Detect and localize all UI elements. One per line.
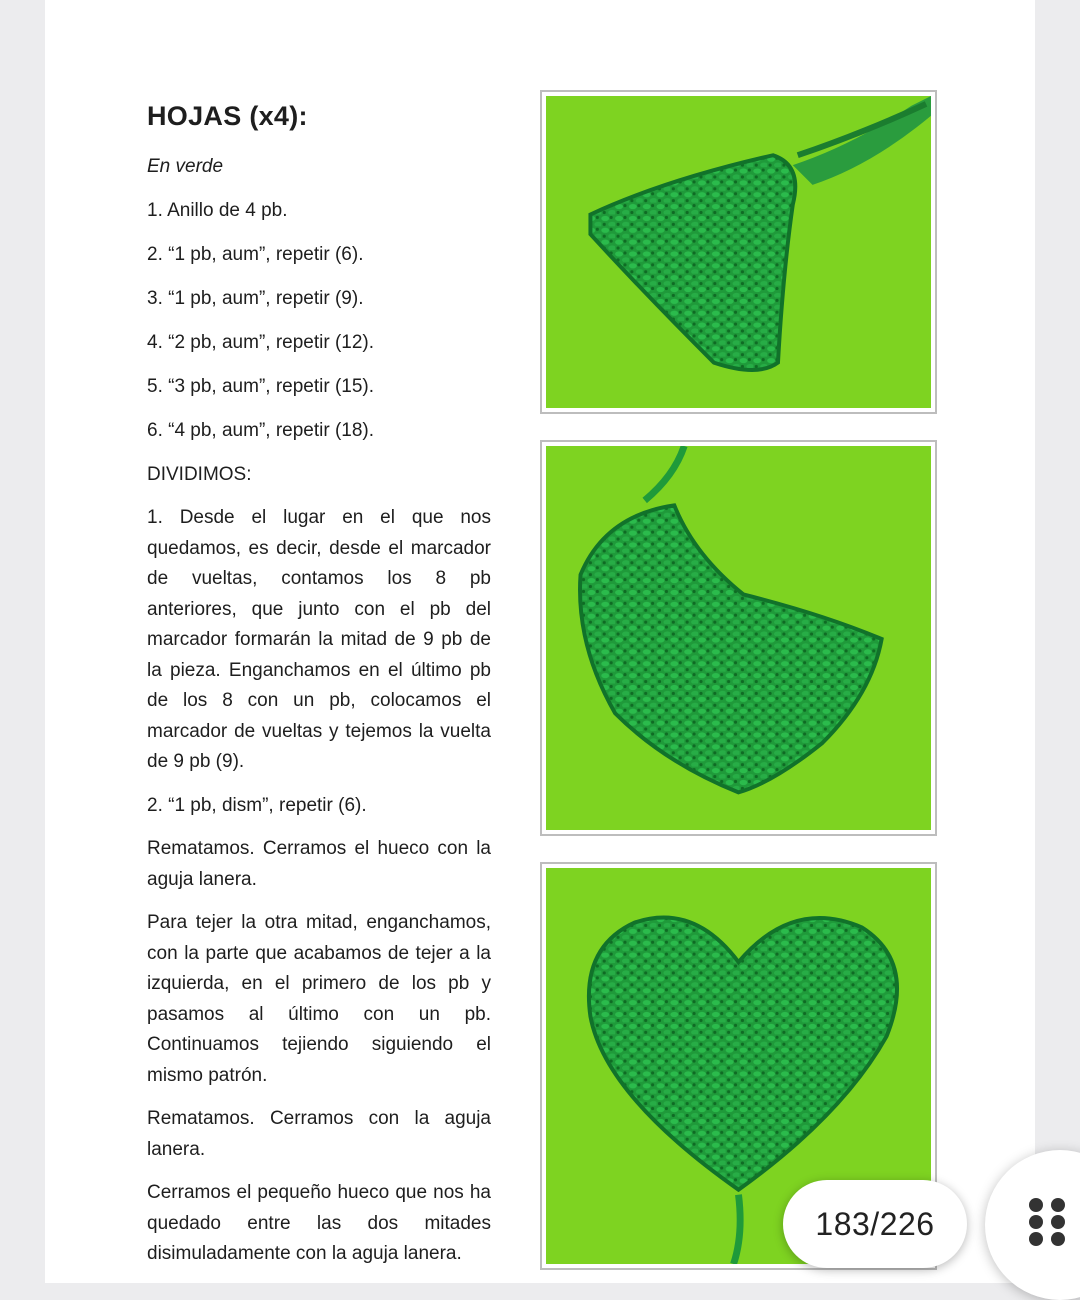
photo-leaf-half-triangle [546,96,931,408]
paragraph-4: Cerramos el pequeño hueco que nos ha quedado entre las dos mitades disimuladamente con la aguja lanera. [147,1182,491,1264]
photo-leaf-step-2 [540,440,937,836]
paragraph-1: Rematamos. Cerramos el hueco con la aguja lanera. [147,838,491,890]
step-4: 4. “2 pb, aum”, repetir (12). [147,331,375,353]
text-column [147,98,491,1283]
photo-leaf-half-rotated [546,446,931,830]
divide-step-1: 1. Desde el lugar en el que nos quedamos, es decir, desde el marcador de vueltas, contamos los 8 pb anteriores, que junto con el pb del marcador formarán la mitad de 9 pb de la pieza. Enganchamos en el último pb de los 8 con un pb, colocamos el marcador de vueltas y tejemos la vuelta de 9 pb (9). [147,507,491,772]
page-indicator: 183/226 [783,1180,967,1268]
photo-leaf-step-1 [540,90,937,414]
step-6: 6. “4 pb, aum”, repetir (18). [147,419,375,441]
crochet-triangle-image [546,96,931,408]
step-1: 1. Anillo de 4 pb. [147,199,288,221]
document-page [45,0,1035,1283]
more-dots-icon [1029,1198,1067,1246]
step-5: 5. “3 pb, aum”, repetir (15). [147,375,375,397]
subtitle: En verde [147,156,224,177]
section-heading: DIVIDIMOS: [147,463,252,485]
crochet-half-image [546,446,931,830]
page-title: HOJAS (x4): [147,101,308,131]
divide-step-2: 2. “1 pb, dism”, repetir (6). [147,794,367,816]
paragraph-3: Rematamos. Cerramos con la aguja lanera. [147,1108,491,1160]
step-2: 2. “1 pb, aum”, repetir (6). [147,243,364,265]
step-3: 3. “1 pb, aum”, repetir (9). [147,287,364,309]
paragraph-2: Para tejer la otra mitad, enganchamos, con la parte que acabamos de tejer a la izquierda, en el primero de los pb y pasamos al último con un pb. Continuamos tejiendo siguiendo el mismo patrón. [147,912,491,1086]
